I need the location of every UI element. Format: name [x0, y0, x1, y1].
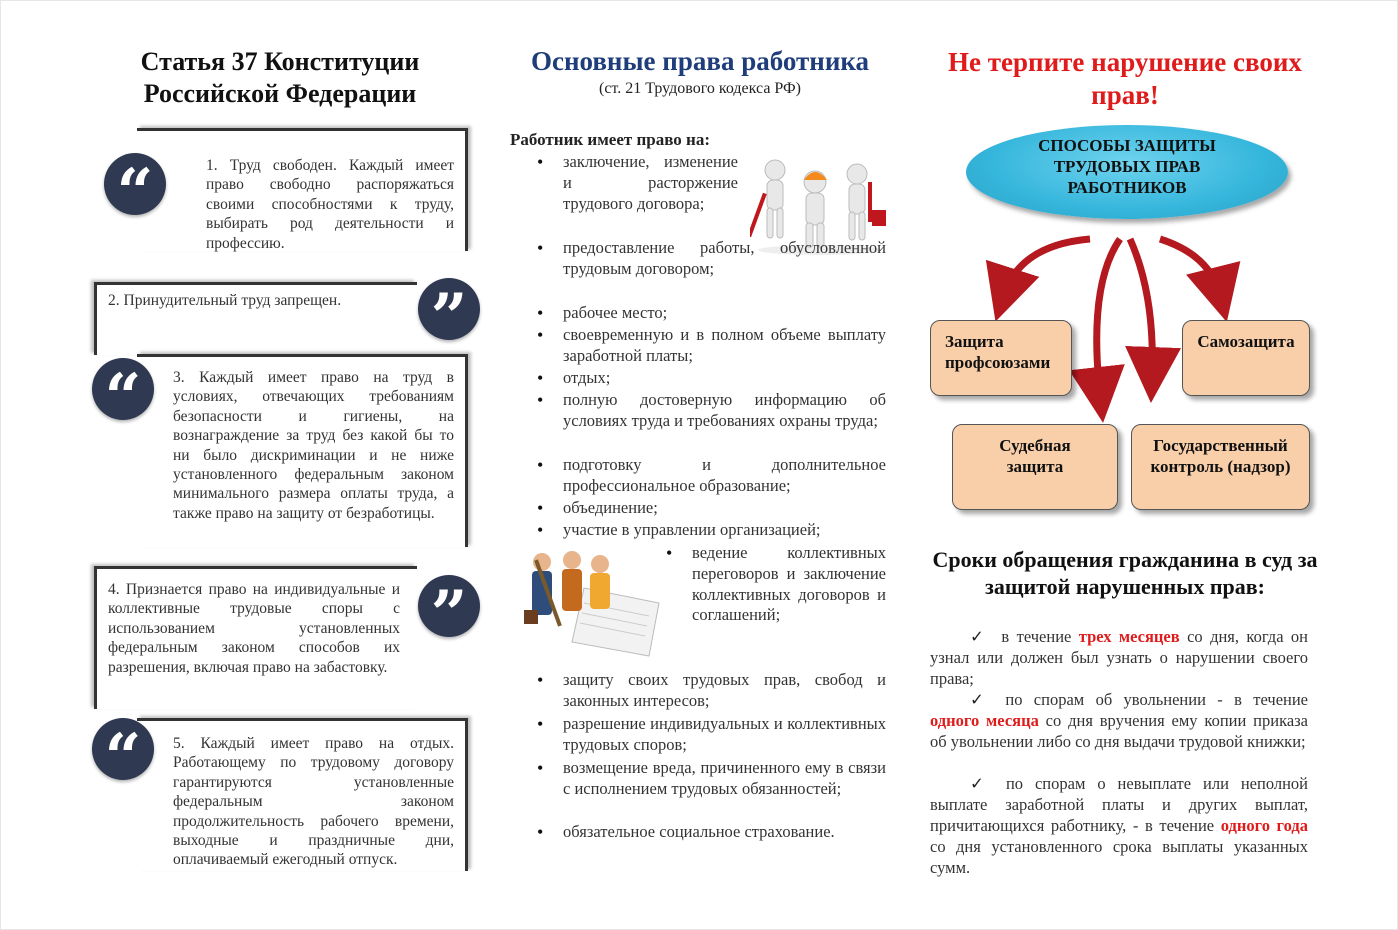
right-item: • участие в управлении организацией; — [563, 520, 886, 541]
right-item: • ведение коллективных переговоров и заключение коллективных договоров и соглашений; — [692, 543, 886, 626]
deadline-text: со дня установленного срока выплаты указанных сумм. — [930, 837, 1308, 877]
right-item: • рабочее место; — [563, 303, 886, 324]
quote-close-icon: ” — [418, 575, 480, 637]
right-item: • своевременную и в полном объеме выплату заработной платы; — [563, 325, 886, 367]
constitution-title-line2: Российской Федерации — [143, 79, 417, 108]
deadline-text: со дня, когда он узнал или должен был узнать о нарушении своего права; — [930, 627, 1309, 688]
arrow-to-self — [1160, 239, 1220, 295]
right-item: • полную достоверную информацию об условиях труда и требованиях охраны труда; — [563, 390, 886, 432]
deadline-item-2 — [930, 689, 1308, 752]
right-item: • обязательное социальное страхование. — [563, 822, 886, 843]
deadlines-title: Сроки обращения гражданина в суд за защитой нарушенных прав: — [932, 547, 1318, 599]
box-union-protection: Защита профсоюзами — [930, 320, 1072, 396]
right-item: • разрешение индивидуальных и коллективных трудовых споров; — [563, 714, 886, 756]
box-self-protection: Самозащита — [1182, 320, 1310, 396]
deadline-text: в течение — [1001, 627, 1079, 646]
quote-open-icon: “ — [92, 718, 154, 780]
article-item-3: 3. Каждый имеет право на труд в условиях, отвечающих требованиям безопасности и гигиены, на вознаграждение за труд без какой бы то ни было дискриминации и не ниже установленного федеральным законом минимального размера оплаты труда, а также право на защиту от безработицы. — [173, 369, 454, 522]
arrow-to-state — [1130, 239, 1152, 375]
warning-title — [925, 46, 1325, 112]
box-court-protection: Судебная защита — [952, 424, 1118, 510]
check-icon: ✓ — [970, 627, 984, 646]
constitution-title-line1: Статья 37 Конституции — [140, 47, 420, 76]
right-item: • предоставление работы, обусловленной трудовым договором; — [563, 238, 886, 280]
right-item: • объединение; — [563, 498, 886, 519]
article-item-2: 2. Принудительный труд запрещен. — [108, 292, 342, 309]
quote-open-icon: “ — [92, 358, 154, 420]
business-people-illustration — [524, 548, 664, 658]
article-item-1: 1. Труд свободен. Каждый имеет право свободно распоряжаться своими способностями к труду, выбирать род деятельности и профессию. — [206, 157, 454, 252]
check-icon: ✓ — [970, 690, 984, 709]
right-item: • защиту своих трудовых прав, свобод и законных интересов; — [563, 670, 886, 712]
protection-methods-label: СПОСОБЫ ЗАЩИТЫ ТРУДОВЫХ ПРАВ РАБОТНИКОВ — [1038, 136, 1216, 197]
quote-close-icon: ” — [418, 278, 480, 340]
right-item: • подготовку и дополнительное профессиональное образование; — [563, 455, 886, 497]
deadline-highlight: одного месяца — [930, 711, 1039, 730]
deadline-text: по спорам о невыплате или неполной выплате заработной платы и других выплат, причитающихся работнику, - в течение — [930, 774, 1309, 835]
arrow-to-court — [1097, 239, 1120, 395]
deadline-item-3 — [930, 773, 1308, 878]
check-icon: ✓ — [970, 774, 984, 793]
worker-rights-title: Основные права работника — [530, 46, 870, 76]
article-item-5: 5. Каждый имеет право на отдых. Работающему по трудовому договору гарантируются установленные федеральным законом продолжительность рабочего времени, выходные и праздничные дни, оплачиваемый ежегодный отпуск. — [173, 735, 454, 869]
worker-rights-subtitle: (ст. 21 Трудового кодекса РФ) — [598, 80, 802, 97]
arrow-to-union — [1004, 239, 1090, 295]
right-item: • возмещение вреда, причиненного ему в связи с исполнением трудовых обязанностей; — [563, 758, 886, 800]
worker-rights-lead: Работник имеет право на: — [510, 130, 711, 149]
deadline-text: со дня вручения ему копии приказа об увольнении либо со дня выдачи трудовой книжки; — [930, 711, 1308, 751]
deadline-text: по спорам об увольнении - в течение — [1005, 690, 1308, 709]
article-item-4: 4. Признается право на индивидуальные и коллективные трудовые споры с использованием установленных федеральным законом способов их разрешения, включая право на забастовку. — [108, 581, 400, 676]
quote-open-icon: “ — [104, 153, 166, 215]
constitution-title — [110, 46, 450, 110]
right-item: • отдых; — [563, 368, 886, 389]
right-item: • заключение, изменение и расторжение трудового договора; — [563, 152, 738, 214]
deadline-highlight: одного года — [1220, 816, 1308, 835]
box-state-control: Государственный контроль (надзор) — [1131, 424, 1310, 510]
warning-title-line2: прав! — [1091, 80, 1159, 110]
deadline-item-1 — [930, 626, 1308, 689]
warning-title-line1: Не терпите нарушение своих — [948, 47, 1302, 77]
deadline-highlight: трех месяцев — [1078, 627, 1180, 646]
